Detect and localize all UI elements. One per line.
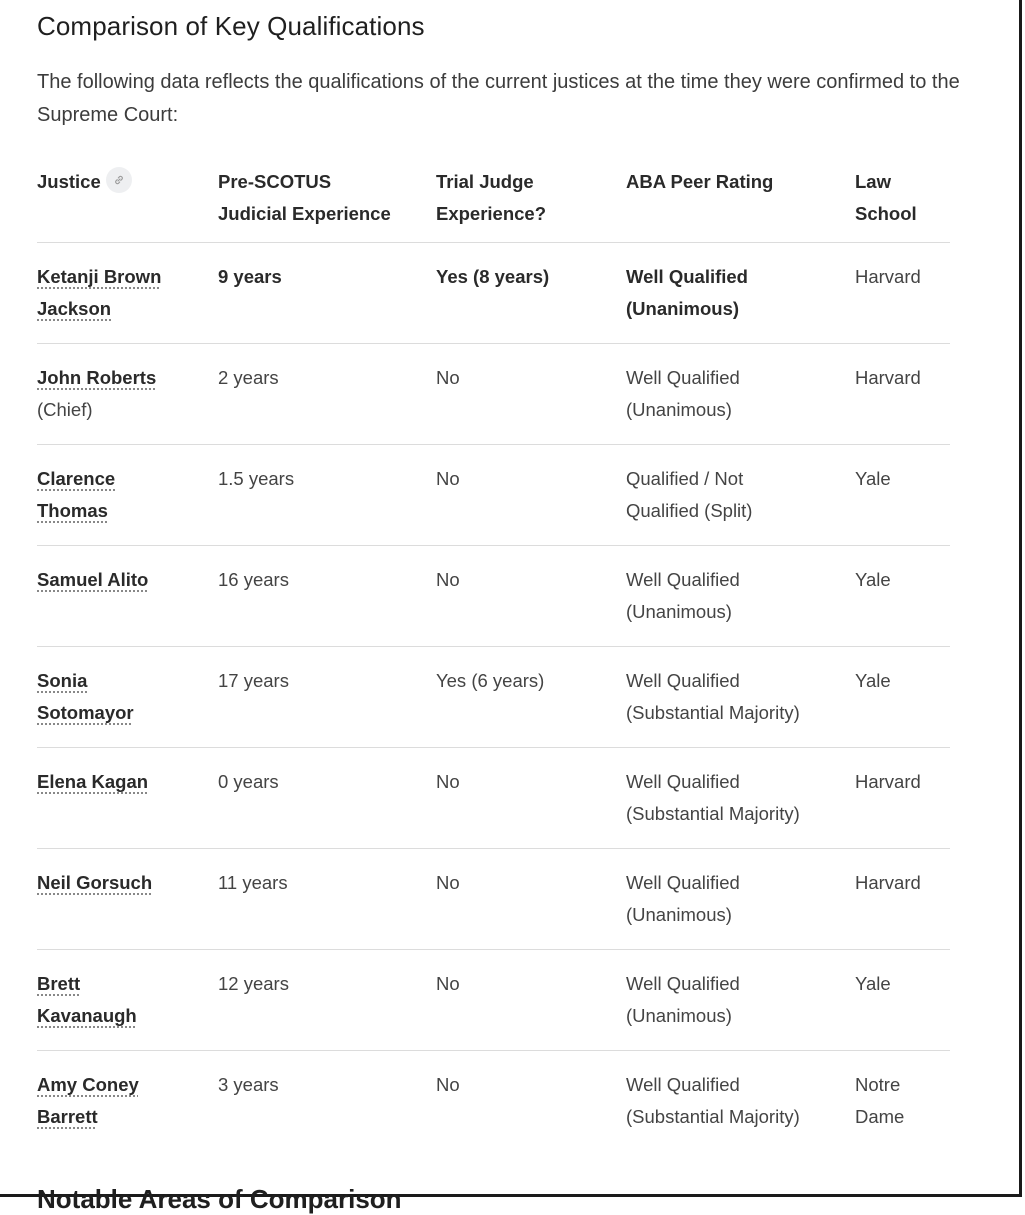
aba-line1: Well Qualified xyxy=(626,1074,740,1095)
aba-line1: Well Qualified xyxy=(626,569,740,590)
cell-justice xyxy=(37,243,218,344)
cell-aba xyxy=(626,950,855,1051)
trial-value: No xyxy=(436,569,460,590)
cell-aba xyxy=(626,849,855,950)
cell-trial xyxy=(436,1051,626,1152)
cell-law xyxy=(855,950,950,1051)
table-row xyxy=(37,647,950,748)
aba-line2: (Unanimous) xyxy=(626,1005,732,1026)
cell-justice xyxy=(37,849,218,950)
aba-line1: Well Qualified xyxy=(626,367,740,388)
cell-law xyxy=(855,647,950,748)
cell-trial xyxy=(436,647,626,748)
aba-line2: (Unanimous) xyxy=(626,904,732,925)
justice-name-line1[interactable]: Clarence xyxy=(37,468,116,489)
cell-justice xyxy=(37,445,218,546)
header-justice xyxy=(37,164,218,243)
law-line1: Harvard xyxy=(855,367,921,388)
link-icon[interactable] xyxy=(106,167,132,193)
aba-line1: Well Qualified xyxy=(626,670,740,691)
justice-name-line1[interactable]: Elena Kagan xyxy=(37,771,149,792)
aba-line2: (Substantial Majority) xyxy=(626,1106,800,1127)
trial-value: No xyxy=(436,872,460,893)
experience-value: 17 years xyxy=(218,670,289,691)
cell-law xyxy=(855,1051,950,1152)
header-law-line1: Law xyxy=(855,171,891,192)
aba-line1: Qualified / Not xyxy=(626,468,744,489)
table-row xyxy=(37,1051,950,1152)
header-experience-line2: Judicial Experience xyxy=(218,203,391,224)
cell-aba xyxy=(626,546,855,647)
header-aba: ABA Peer Rating xyxy=(626,164,855,243)
cell-law xyxy=(855,748,950,849)
qualifications-table xyxy=(37,164,950,1151)
justice-note: (Chief) xyxy=(37,399,93,420)
cell-experience xyxy=(218,344,436,445)
cell-law xyxy=(855,344,950,445)
cell-trial xyxy=(436,546,626,647)
cell-justice xyxy=(37,748,218,849)
header-trial xyxy=(436,164,626,243)
law-line1: Harvard xyxy=(855,266,921,287)
experience-value: 0 years xyxy=(218,771,279,792)
cell-experience xyxy=(218,849,436,950)
justice-name-line2[interactable]: Jackson xyxy=(37,298,112,319)
law-line1: Yale xyxy=(855,569,891,590)
aba-line1: Well Qualified xyxy=(626,973,740,994)
table-row xyxy=(37,546,950,647)
justice-name-line2[interactable]: Barrett xyxy=(37,1106,98,1127)
cell-experience xyxy=(218,1051,436,1152)
cell-aba xyxy=(626,445,855,546)
trial-value: Yes (6 years) xyxy=(436,670,545,691)
aba-line2: (Substantial Majority) xyxy=(626,702,800,723)
header-law-line2: School xyxy=(855,203,917,224)
table-row xyxy=(37,748,950,849)
section-title: Comparison of Key Qualifications xyxy=(37,11,425,41)
trial-value: No xyxy=(436,468,460,489)
cell-law xyxy=(855,243,950,344)
trial-value: Yes (8 years) xyxy=(436,266,550,287)
law-line1: Yale xyxy=(855,973,891,994)
aba-line2: (Substantial Majority) xyxy=(626,803,800,824)
aba-line2: (Unanimous) xyxy=(626,601,732,622)
table-header-row xyxy=(37,164,950,243)
cell-law xyxy=(855,849,950,950)
trial-value: No xyxy=(436,1074,460,1095)
aba-line2: (Unanimous) xyxy=(626,399,732,420)
experience-value: 1.5 years xyxy=(218,468,295,489)
cell-law xyxy=(855,546,950,647)
cell-justice xyxy=(37,950,218,1051)
cell-justice xyxy=(37,647,218,748)
cell-trial xyxy=(436,849,626,950)
trial-value: No xyxy=(436,973,460,994)
law-line1: Harvard xyxy=(855,771,921,792)
next-section-title: Notable Areas of Comparison xyxy=(37,1184,402,1214)
aba-line1: Well Qualified xyxy=(626,771,740,792)
law-line2: Dame xyxy=(855,1106,905,1127)
aba-line1: Well Qualified xyxy=(626,266,748,287)
experience-value: 2 years xyxy=(218,367,279,388)
justice-name-line1[interactable]: Amy Coney xyxy=(37,1074,139,1095)
justice-name-line2[interactable]: Sotomayor xyxy=(37,702,134,723)
experience-value: 9 years xyxy=(218,266,282,287)
table-row xyxy=(37,344,950,445)
header-experience xyxy=(218,164,436,243)
content-area xyxy=(37,0,997,1151)
trial-value: No xyxy=(436,367,460,388)
cell-justice xyxy=(37,546,218,647)
header-trial-line2: Experience? xyxy=(436,203,547,224)
cell-aba xyxy=(626,748,855,849)
justice-name-line1[interactable]: Ketanji Brown xyxy=(37,266,162,287)
law-line1: Yale xyxy=(855,468,891,489)
table-body xyxy=(37,243,950,1152)
table-row xyxy=(37,950,950,1051)
section-intro: The following data reflects the qualifications of the current justices at the time they were confirmed to the Supreme Court: xyxy=(37,71,960,126)
table-row xyxy=(37,243,950,344)
header-justice-label: Justice xyxy=(37,171,101,192)
trial-value: No xyxy=(436,771,460,792)
aba-line1: Well Qualified xyxy=(626,872,740,893)
cell-trial xyxy=(436,344,626,445)
header-law xyxy=(855,164,950,243)
experience-value: 3 years xyxy=(218,1074,279,1095)
aba-line2: Qualified (Split) xyxy=(626,500,753,521)
justice-name-line2[interactable]: Kavanaugh xyxy=(37,1005,137,1026)
law-line1: Notre xyxy=(855,1074,901,1095)
cell-law xyxy=(855,445,950,546)
cell-aba xyxy=(626,344,855,445)
cell-aba xyxy=(626,647,855,748)
experience-value: 11 years xyxy=(218,872,288,893)
justice-name-line1[interactable]: John Roberts xyxy=(37,367,157,388)
cell-justice xyxy=(37,1051,218,1152)
cell-aba xyxy=(626,1051,855,1152)
cell-trial xyxy=(436,243,626,344)
cell-aba xyxy=(626,243,855,344)
justice-name-line1[interactable]: Samuel Alito xyxy=(37,569,149,590)
header-trial-line1: Trial Judge xyxy=(436,171,534,192)
cell-trial xyxy=(436,445,626,546)
table-row xyxy=(37,445,950,546)
justice-name-line1[interactable]: Brett xyxy=(37,973,81,994)
header-experience-line1: Pre-SCOTUS xyxy=(218,171,332,192)
cell-experience xyxy=(218,243,436,344)
law-line1: Yale xyxy=(855,670,891,691)
law-line1: Harvard xyxy=(855,872,921,893)
table-row xyxy=(37,849,950,950)
cell-trial xyxy=(436,748,626,849)
experience-value: 12 years xyxy=(218,973,289,994)
justice-name-line1[interactable]: Sonia xyxy=(37,670,88,691)
cell-experience xyxy=(218,445,436,546)
justice-name-line2[interactable]: Thomas xyxy=(37,500,108,521)
cell-trial xyxy=(436,950,626,1051)
cell-experience xyxy=(218,647,436,748)
cell-experience xyxy=(218,748,436,849)
cell-experience xyxy=(218,950,436,1051)
cell-experience xyxy=(218,546,436,647)
justice-name-line1[interactable]: Neil Gorsuch xyxy=(37,872,153,893)
aba-line2: (Unanimous) xyxy=(626,298,740,319)
experience-value: 16 years xyxy=(218,569,289,590)
cell-justice xyxy=(37,344,218,445)
